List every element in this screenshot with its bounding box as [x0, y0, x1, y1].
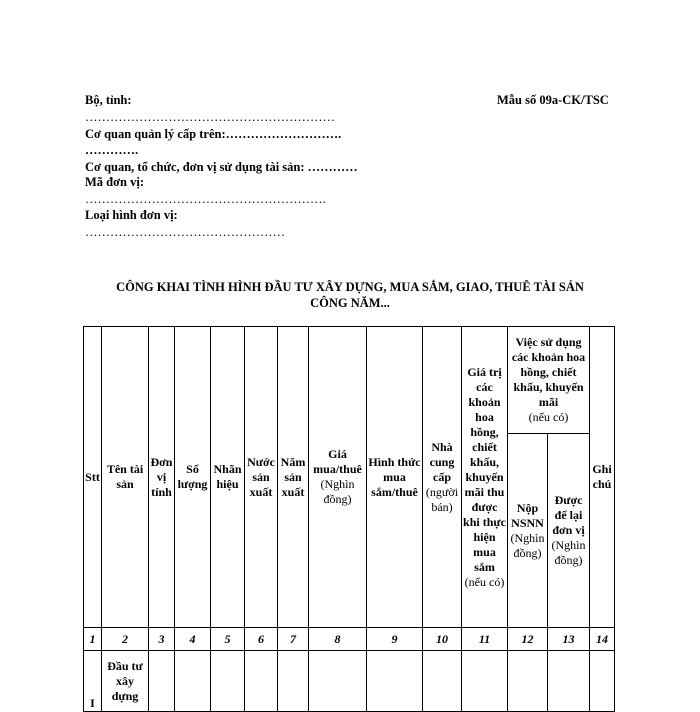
column-number: 13	[548, 628, 590, 651]
header-price-unit: (Nghìn đồng)	[320, 477, 355, 506]
header-commission-value-label: Giá trị các khoản hoa hồng, chiết khấu, khuyến mãi thu được khi thực hiện mua sắm	[463, 364, 506, 574]
table-cell	[245, 651, 278, 712]
title-line-1: CÔNG KHAI TÌNH HÌNH ĐẦU TƯ XÂY DỰNG, MUA SẮM, GIAO, THUÊ TÀI SẢN	[116, 280, 584, 294]
table-cell	[309, 651, 367, 712]
asset-disclosure-table	[83, 326, 615, 712]
superior-agency-dots: ………….	[85, 143, 139, 157]
user-unit-label: Cơ quan, tổ chức, đơn vị sử dụng tài sản: …………	[85, 160, 358, 174]
column-number: 14	[590, 628, 615, 651]
column-number: 5	[211, 628, 245, 651]
header-unit: Đơn vị tính	[149, 327, 175, 628]
table-cell	[175, 651, 211, 712]
unit-code-label: Mã đơn vị:	[85, 175, 145, 189]
column-number: 12	[508, 628, 548, 651]
header-commission-usage-note: (nếu có)	[528, 410, 569, 424]
row-stt: I	[84, 651, 102, 712]
table-cell	[590, 651, 615, 712]
column-number: 7	[278, 628, 309, 651]
table-cell	[278, 651, 309, 712]
header-state-budget-unit: (Nghìn đồng)	[510, 530, 545, 560]
document-title	[84, 279, 616, 311]
header-commission-value-note: (nếu có)	[464, 574, 505, 589]
unit-code-dots: ………………………………………………….	[85, 192, 326, 206]
header-country: Nước sản xuất	[245, 327, 278, 628]
header-year: Năm sản xuất	[278, 327, 309, 628]
header-supplier	[423, 327, 462, 628]
header-stt: Stt	[84, 327, 102, 628]
column-number: 3	[149, 628, 175, 651]
column-number: 9	[367, 628, 423, 651]
header-state-budget	[508, 434, 548, 628]
title-line-2: CÔNG NĂM...	[310, 296, 390, 310]
column-number: 8	[309, 628, 367, 651]
header-brand: Nhãn hiệu	[211, 327, 245, 628]
header-state-budget-label: Nộp NSNN	[511, 500, 544, 530]
table-cell	[211, 651, 245, 712]
column-number: 4	[175, 628, 211, 651]
unit-type-label: Loại hình đơn vị:	[85, 208, 178, 222]
header-price-label: Giá mua/thuê	[313, 447, 362, 476]
superior-agency-label: Cơ quan quản lý cấp trên:……………………….	[85, 127, 342, 141]
header-asset-name: Tên tài sản	[102, 327, 149, 628]
table-cell	[508, 651, 548, 712]
column-number: 6	[245, 628, 278, 651]
header-note: Ghi chú	[590, 327, 615, 628]
table-cell	[149, 651, 175, 712]
unit-type-dots: …………………………………………	[85, 225, 285, 239]
header-retained-unit: (Nghìn đồng)	[551, 538, 586, 567]
header-supplier-note: (người bán)	[425, 484, 459, 514]
header-commission-value	[462, 327, 508, 628]
table-cell	[367, 651, 423, 712]
header-commission-usage-label: Việc sử dụng các khoản hoa hồng, chiết khấu, khuyến mãi	[511, 335, 586, 409]
column-number-row	[84, 628, 615, 651]
column-number: 10	[423, 628, 462, 651]
header-price	[309, 327, 367, 628]
header-retained-label: Được để lại đơn vị	[552, 493, 585, 537]
table-cell	[462, 651, 508, 712]
table-cell	[548, 651, 590, 712]
header-quantity: Số lượng	[175, 327, 211, 628]
agency-dots: ……………………………………………………	[85, 110, 335, 124]
column-number: 2	[102, 628, 149, 651]
table-row	[84, 651, 615, 712]
header-purchase-form: Hình thức mua sắm/thuê	[367, 327, 423, 628]
agency-label: Bộ, tỉnh:	[85, 93, 132, 107]
table-cell	[423, 651, 462, 712]
column-number: 1	[84, 628, 102, 651]
header-supplier-label: Nhà cung cấp	[429, 439, 455, 484]
header-commission-usage	[508, 327, 590, 434]
row-asset-name: Đầu tư xây dựng	[102, 651, 149, 712]
form-code: Mẫu số 09a-CK/TSC	[497, 93, 609, 107]
column-number: 11	[462, 628, 508, 651]
header-retained	[548, 434, 590, 628]
